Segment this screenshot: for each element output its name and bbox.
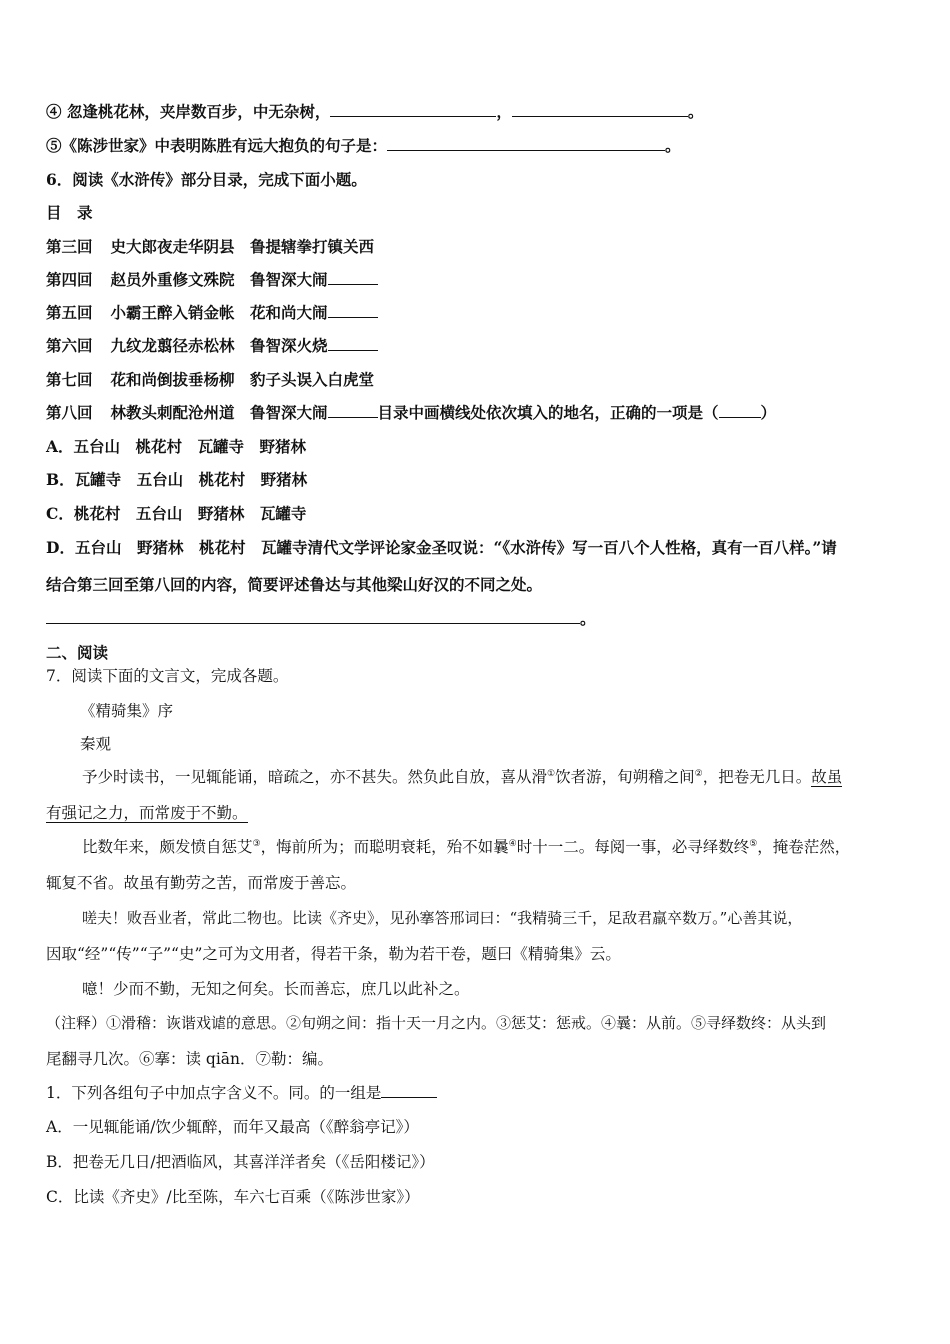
annotation-notes-cont: 尾翻寻几次。⑥搴：读 qiān．⑦勒：编。	[46, 1050, 334, 1068]
q7-intro: 7．阅读下面的文言文，完成各题。	[46, 667, 289, 685]
toc-chapter: 第七回 花和尚倒拔垂杨柳 豹子头误入白虎堂	[46, 370, 375, 389]
q6-followup-cont: 结合第三回至第八回的内容，简要评述鲁达与其他梁山好汉的不同之处。	[46, 575, 543, 594]
toc-chapter: 第五回 小霸王醉入销金帐 花和尚大闹	[46, 302, 906, 324]
answer-blank	[330, 102, 496, 117]
answer-blank	[387, 136, 665, 151]
q5-item-5-text: ⑤《陈涉世家》中表明陈胜有远大抱负的句子是：	[46, 136, 388, 155]
passage-author: 秦观	[80, 735, 112, 753]
sub-question-option: C．比读《齐史》/比至陈，车六七百乘（《陈涉世家》）	[46, 1188, 420, 1206]
annotation-notes: （注释）①滑稽：诙谐戏谑的意思。②旬朔之间：指十天一月之内。③惩艾：惩戒。④曩：从前。⑤寻绎数终：从头到	[46, 1014, 827, 1032]
passage-paragraph-cont: 辄复不省。故虽有勤劳之苦，而常废于善忘。	[46, 874, 357, 892]
q6-answer-line: 。	[46, 608, 906, 630]
sub-question-option: A．一见辄能诵/饮少辄醉，而年又最高（《醉翁亭记》）	[46, 1118, 419, 1136]
q5-item-5: ⑤《陈涉世家》中表明陈胜有远大抱负的句子是： 。	[46, 136, 681, 155]
answer-blank	[328, 270, 378, 285]
passage-paragraph: 予少时读书，一见辄能诵，暗疏之，亦不甚失。然负此自放，喜从滑①饮者游，旬朔稽之间②，把卷无几日。故虽	[82, 768, 843, 786]
sub-question-option: B．把卷无几日/把酒临风，其喜洋洋者矣（《岳阳楼记》）	[46, 1153, 435, 1171]
answer-blank	[46, 609, 580, 624]
toc-chapter: 第三回 史大郎夜走华阴县 鲁提辖拳打镇关西	[46, 237, 375, 256]
toc-chapter: 第六回 九纹龙翦径赤松林 鲁智深火烧	[46, 335, 906, 357]
q6-option: A．五台山 桃花村 瓦罐寺 野猪林	[46, 437, 307, 456]
answer-blank	[512, 102, 688, 117]
sub-question-1: 1．下列各组句子中加点字含义不。同。的一组是	[46, 1082, 906, 1104]
q6-followup: 清代文学评论家金圣叹说：“《水浒传》写一百八个人性格，真有一百八样。”请	[307, 538, 837, 557]
passage-paragraph: 比数年来，颇发愤自惩艾③，悔前所为；而聪明衰耗，殆不如曩④时十一二。每阅一事，必寻绎数终⑤，掩卷茫然，	[82, 838, 851, 856]
answer-blank	[328, 336, 378, 351]
q6-option: D．五台山 野猪林 桃花村 瓦罐寺清代文学评论家金圣叹说：“《水浒传》写一百八个人性格，真有一百八样。”请	[46, 538, 837, 557]
q5-item-4-text: ④ 忽逢桃花林，夹岸数百步，中无杂树，	[46, 102, 331, 121]
answer-blank	[719, 403, 761, 418]
q5-item-4: ④ 忽逢桃花林，夹岸数百步，中无杂树， ， 。	[46, 102, 704, 121]
q6-intro: 6．阅读《水浒传》部分目录，完成下面小题。	[46, 170, 367, 189]
toc-chapter: 第四回 赵员外重修文殊院 鲁智深大闹	[46, 269, 906, 291]
underlined-sentence: 故虽	[811, 768, 843, 786]
q6-option: C．桃花村 五台山 野猪林 瓦罐寺	[46, 504, 307, 523]
section-heading: 二、阅读	[46, 643, 109, 662]
q6-question: 目录中画横线处依次填入的地名，正确的一项是（	[377, 403, 719, 422]
passage-paragraph-cont: 因取“经”“传”“子”“史”之可为文用者，得若干条，勒为若干卷，题曰《精骑集》云。	[46, 945, 621, 963]
passage-title: 《精骑集》序	[80, 702, 174, 720]
underlined-sentence: 有强记之力，而常废于不勤。	[46, 804, 248, 822]
toc-title: 目 录	[46, 203, 93, 222]
answer-blank	[328, 403, 378, 418]
q6-option: B．瓦罐寺 五台山 桃花村 野猪林	[46, 470, 308, 489]
toc-chapter: 第八回 林教头刺配沧州道 鲁智深大闹 目录中画横线处依次填入的地名，正确的一项是（ ）	[46, 403, 777, 422]
answer-blank	[381, 1083, 437, 1098]
passage-paragraph-cont	[46, 802, 906, 824]
passage-paragraph: 噫！少而不勤，无知之何矣。长而善忘，庶几以此补之。	[82, 980, 470, 998]
answer-blank	[328, 303, 378, 318]
passage-paragraph: 嗟夫！败吾业者，常此二物也。比读《齐史》，见孙搴答邢词曰：“我精骑三千，足敌君羸卒数万。”心善其说，	[82, 909, 803, 927]
